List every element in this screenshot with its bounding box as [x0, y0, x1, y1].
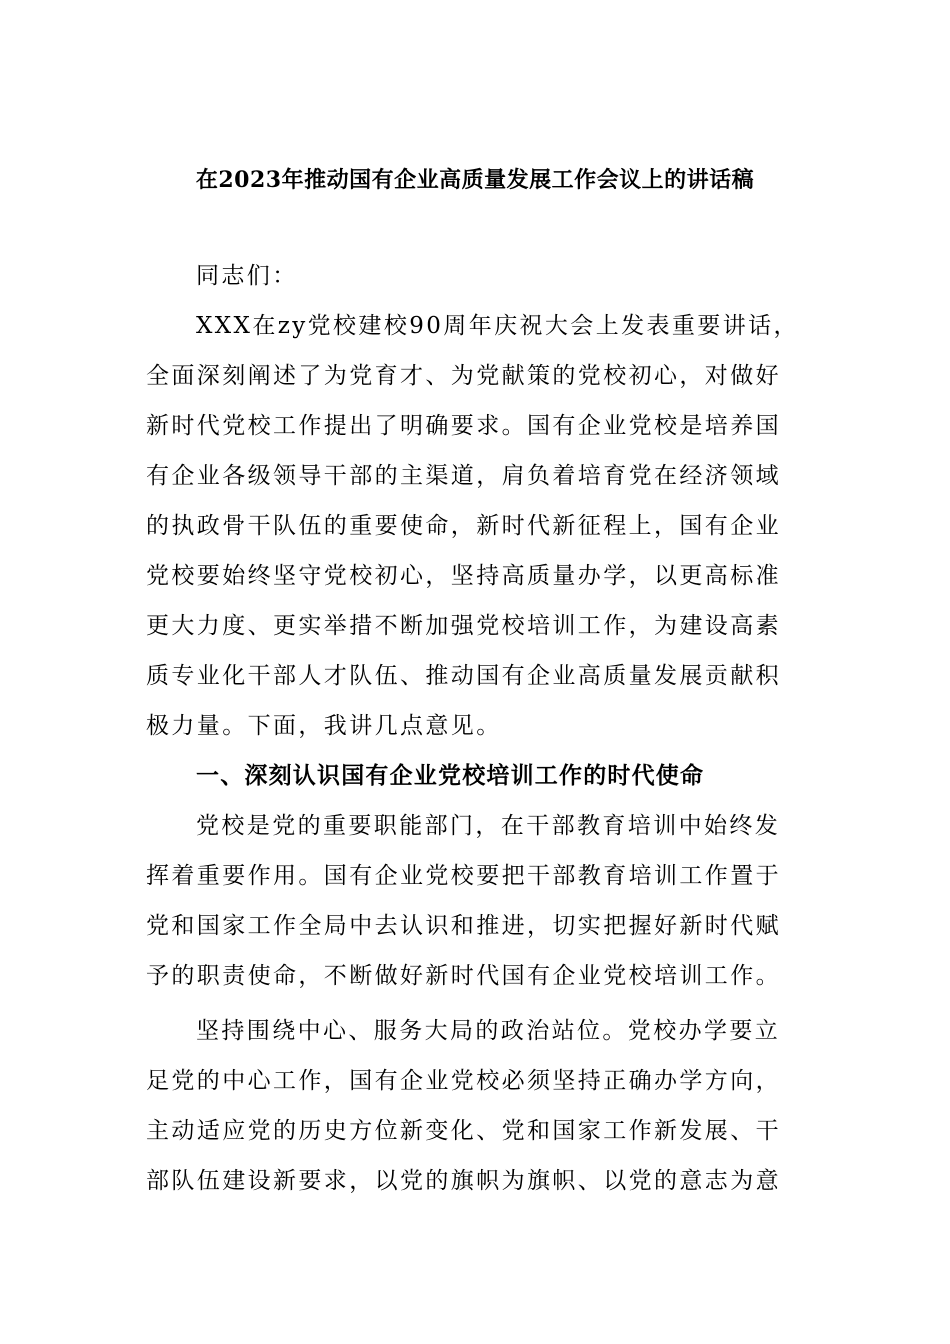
salutation: 同志们：: [196, 263, 298, 289]
paragraph-line: 党校是党的重要职能部门，在干部教育培训中始终发: [196, 813, 781, 839]
paragraph-line: 主动适应党的历史方位新变化、党和国家工作新发展、干: [146, 1118, 781, 1144]
paragraph-line: 予的职责使命，不断做好新时代国有企业党校培训工作。: [146, 963, 781, 989]
section-heading: 一、深刻认识国有企业党校培训工作的时代使命: [196, 762, 705, 789]
paragraph-line: 有企业各级领导干部的主渠道，肩负着培育党在经济领域: [146, 463, 781, 489]
paragraph-line: 的执政骨干队伍的重要使命，新时代新征程上，国有企业: [146, 513, 781, 539]
paragraph-line: 新时代党校工作提出了明确要求。国有企业党校是培养国: [146, 413, 781, 439]
paragraph-line: XXX在zy党校建校90周年庆祝大会上发表重要讲话，: [196, 313, 799, 339]
paragraph-line: 足党的中心工作，国有企业党校必须坚持正确办学方向，: [146, 1068, 781, 1094]
paragraph-line: 党校要始终坚守党校初心，坚持高质量办学，以更高标准: [146, 563, 781, 589]
paragraph-line: 党和国家工作全局中去认识和推进，切实把握好新时代赋: [146, 913, 781, 939]
paragraph-line: 更大力度、更实举措不断加强党校培训工作，为建设高素: [146, 613, 781, 639]
paragraph-line: 坚持围绕中心、服务大局的政治站位。党校办学要立: [196, 1018, 781, 1044]
paragraph-line: 质专业化干部人才队伍、推动国有企业高质量发展贡献积: [146, 663, 781, 689]
paragraph-line: 部队伍建设新要求，以党的旗帜为旗帜、以党的意志为意: [146, 1168, 781, 1194]
document-title: 在2023年推动国有企业高质量发展工作会议上的讲话稿: [195, 167, 755, 193]
paragraph-line: 全面深刻阐述了为党育才、为党献策的党校初心，对做好: [146, 363, 781, 389]
paragraph-line: 挥着重要作用。国有企业党校要把干部教育培训工作置于: [146, 863, 781, 889]
document-body: [146, 251, 806, 1206]
paragraph-line: 极力量。下面，我讲几点意见。: [146, 713, 502, 739]
